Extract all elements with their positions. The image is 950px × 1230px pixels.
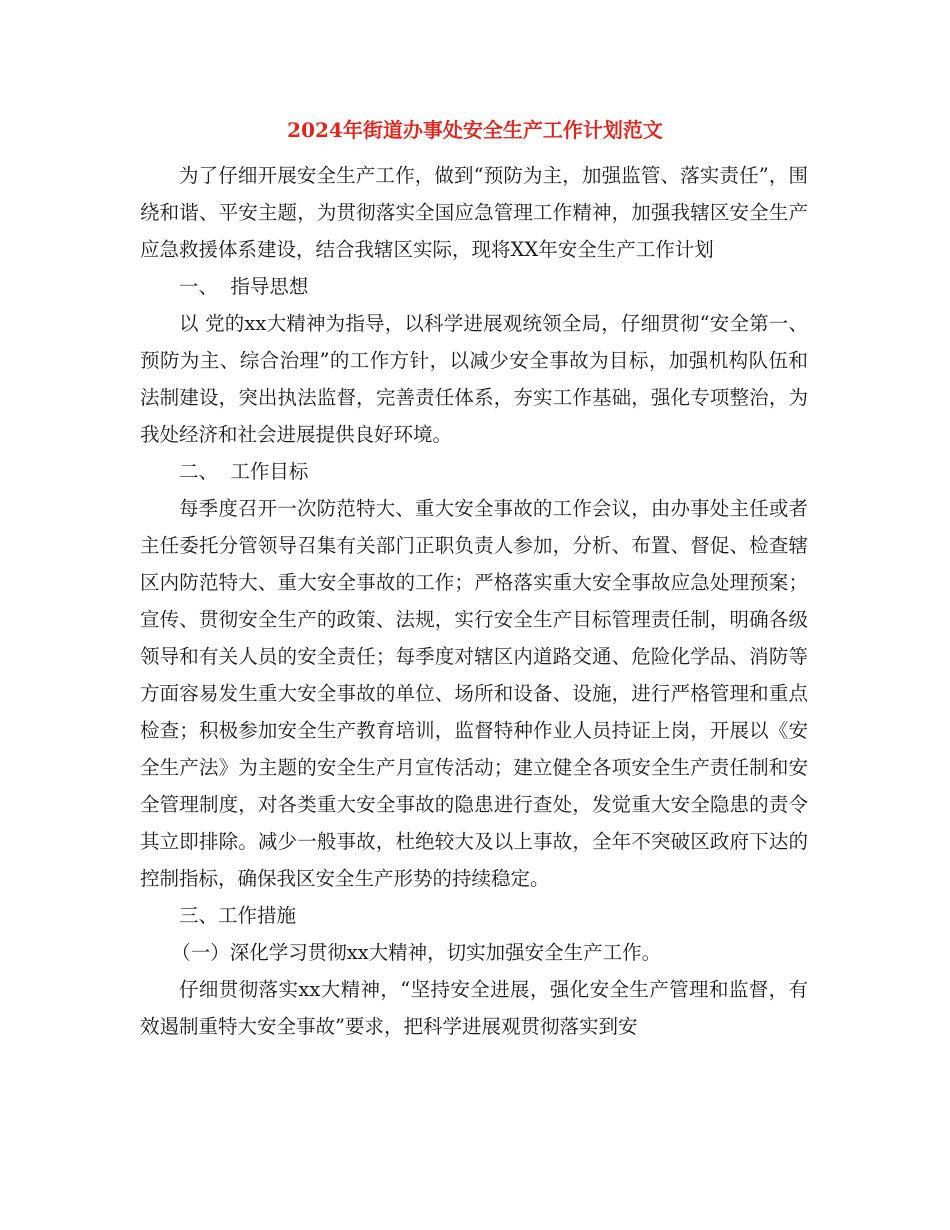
paragraph-intro: 为了仔细开展安全生产工作，做到“预防为主，加强监管、落实责任”，围绕和谐、平安主题，为贯彻落实全国应急管理工作精神，加强我辖区安全生产应急救援体系建设，结合我辖区实际，现将XX年安全生产工作计划 [140,164,808,261]
section-heading-guiding-ideology: 一、 指导思想 [179,275,309,298]
section-heading-work-goals: 二、 工作目标 [179,460,309,483]
section-heading-work-measures: 三、工作措施 [179,904,297,927]
document-body [140,157,808,1045]
paragraph-guiding-ideology: 以 党的xx大精神为指导，以科学进展观统领全局，仔细贯彻“安全第一、预防为主、综合治理”的工作方针，以减少安全事故为目标，加强机构队伍和法制建设，突出执法监督，完善责任体系，夯实工作基础，强化专项整治，为我处经济和社会进展提供良好环境。 [140,312,808,446]
subsection-heading-1: （一）深化学习贯彻xx大精神，切实加强安全生产工作。 [171,941,662,964]
paragraph-work-goals: 每季度召开一次防范特大、重大安全事故的工作会议，由办事处主任或者主任委托分管领导召集有关部门正职负责人参加，分析、布置、督促、检查辖区内防范特大、重大安全事故的工作；严格落实重大安全事故应急处理预案；宣传、贯彻安全生产的政策、法规，实行安全生产目标管理责任制，明确各级领导和有关人员的安全责任；每季度对辖区内道路交通、危险化学品、消防等方面容易发生重大安全事故的单位、场所和设备、设施，进行严格管理和重点检查；积极参加安全生产教育培训，监督特种作业人员持证上岗，开展以《安全生产法》为主题的安全生产月宣传活动；建立健全各项安全生产责任制和安全管理制度，对各类重大安全事故的隐患进行查处，发觉重大安全隐患的责令其立即排除。减少一般事故，杜绝较大及以上事故，全年不突破区政府下达的控制指标，确保我区安全生产形势的持续稳定。 [140,497,808,890]
paragraph-measures-1: 仔细贯彻落实xx大精神，“坚持安全进展，强化安全生产管理和监督，有效遏制重特大安全事故”要求，把科学进展观贯彻落实到安 [140,978,808,1038]
document-title: 2024年街道办事处安全生产工作计划范文 [287,118,663,142]
